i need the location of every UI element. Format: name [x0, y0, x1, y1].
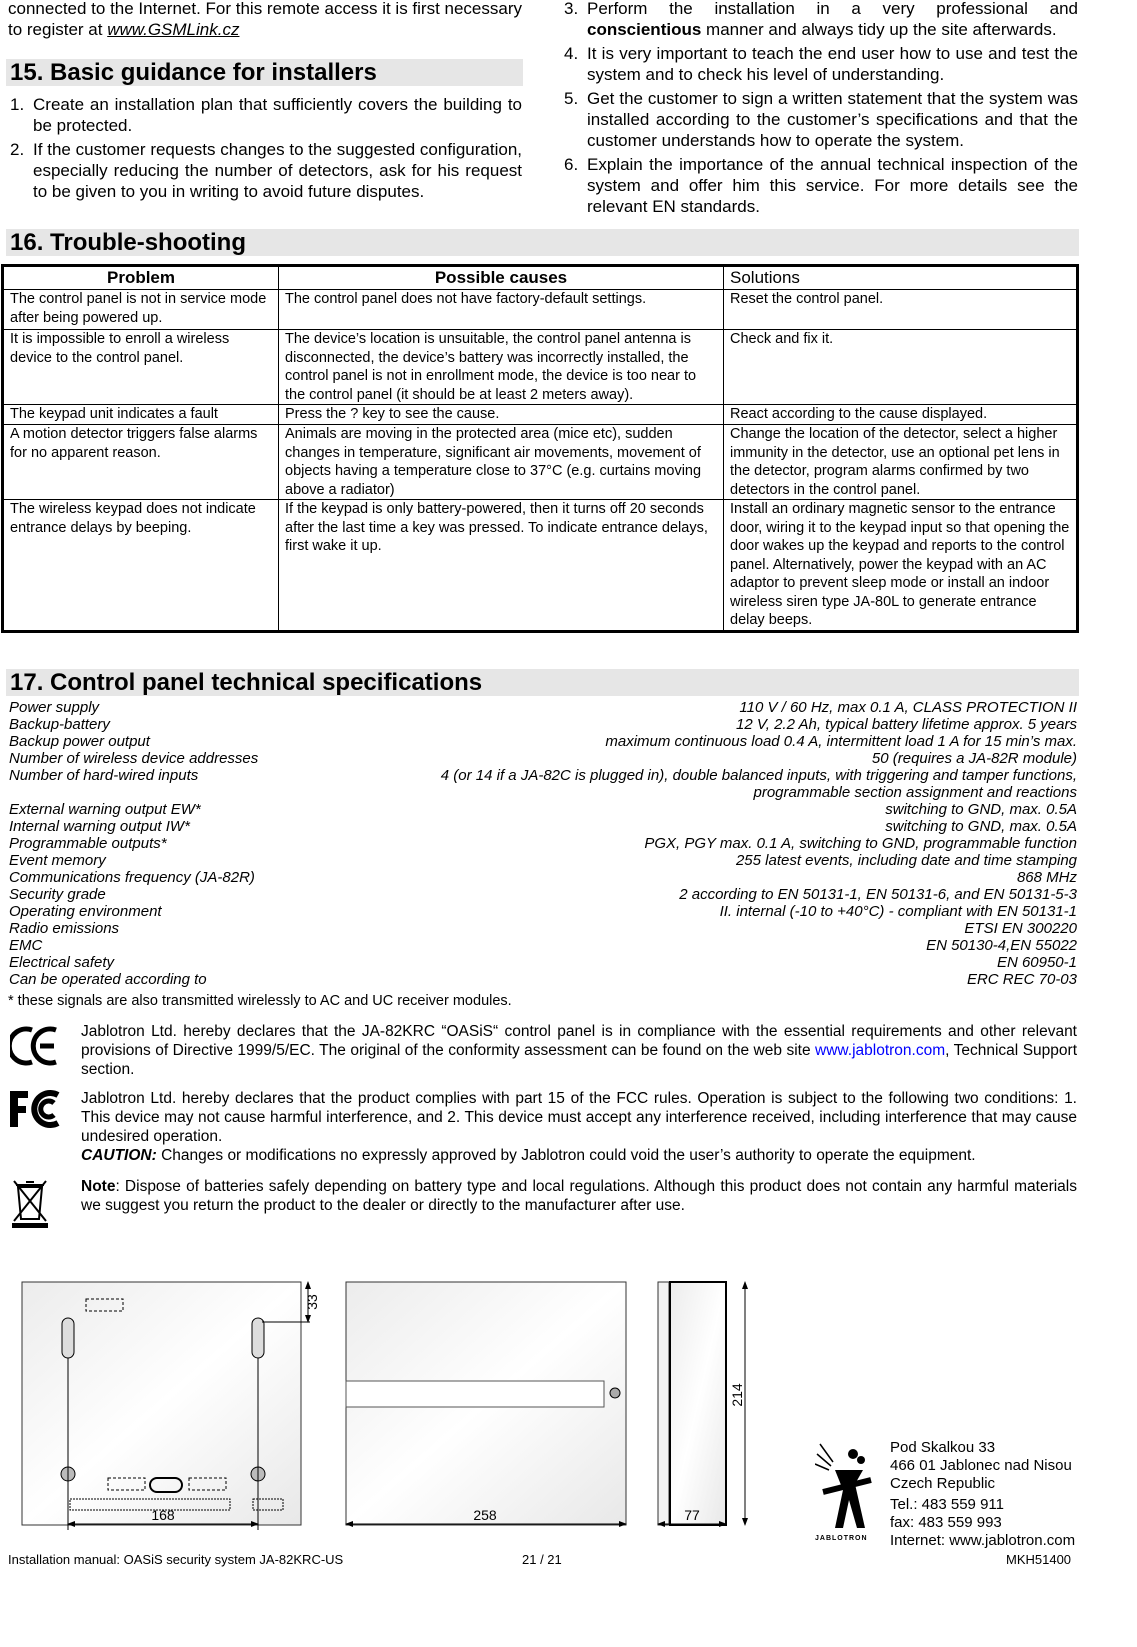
header-causes: Possible causes	[279, 266, 724, 290]
spec-label: Internal warning output IW*	[9, 817, 190, 835]
cell-solution: React according to the cause displayed.	[724, 405, 1078, 425]
left-column	[6, 0, 522, 220]
ce-text-end: , Technical Support section.	[81, 1041, 1078, 1078]
spec-label: Number of wireless device addresses	[9, 749, 259, 767]
table-row	[3, 290, 1078, 330]
fcc-text: Jablotron Ltd. hereby declares that the product complies with part 15 of the FCC rules. Operation is subject to the following two conditions: 1. This device may not cause harmful interference, and 2. This device must accept any interference received, including interference that may cause undesired operation.	[81, 1089, 1077, 1145]
dimension-drawings	[0, 1270, 780, 1535]
item-text	[587, 154, 1078, 217]
spec-value: maximum continuous load 0.4 A, intermittent load 1 A for 15 min’s max.	[605, 732, 1077, 750]
spec-value: switching to GND, max. 0.5A	[885, 817, 1077, 835]
cell-cause: Animals are moving in the protected area (mice etc), sudden changes in temperature, significant air movements, movement of objects having a temperature close to 37°C (e.g. curtains moving above a radiator)	[279, 425, 724, 500]
item-text-start: Perform the installation in a very professional and	[587, 0, 1078, 18]
spec-row	[9, 920, 1077, 937]
item-text-end: manner and always tidy up the site afterwards.	[701, 20, 1057, 39]
spec-row	[9, 716, 1077, 733]
item-text	[587, 43, 1078, 85]
item-number: 1.	[10, 95, 25, 114]
footer-page-number: 21 / 21	[522, 1552, 562, 1567]
disposal-note	[81, 1177, 1077, 1234]
installer-guidance-list-right	[560, 0, 1078, 217]
spec-value: 2 according to EN 50131-1, EN 50131-6, and EN 50131-5-3	[679, 885, 1077, 903]
cell-cause: The control panel does not have factory-default settings.	[279, 290, 724, 330]
table-row	[3, 405, 1078, 425]
spec-row	[9, 767, 1077, 801]
spec-row	[9, 801, 1077, 818]
section-15-heading: 15. Basic guidance for installers	[6, 59, 523, 86]
fcc-block	[0, 1089, 1077, 1165]
dim-168: 168	[151, 1507, 175, 1523]
spec-label: Can be operated according to	[9, 970, 207, 988]
list-item	[560, 43, 1078, 85]
company-tel: Tel.: 483 559 911	[890, 1496, 1004, 1513]
spec-row	[9, 937, 1077, 954]
dim-214: 214	[729, 1383, 745, 1407]
spec-label: Power supply	[9, 698, 100, 716]
item-text-start: Get the customer to sign a written statement that the system was installed according to the customer’s specifications and that the customer understands how to operate the system.	[587, 89, 1078, 150]
spec-label: Programmable outputs*	[9, 834, 167, 852]
spec-label: EMC	[9, 936, 43, 954]
address-country: Czech Republic	[890, 1475, 996, 1492]
spec-value: ETSI EN 300220	[964, 919, 1077, 937]
item-text: Create an installation plan that sufficiently covers the building to be protected.	[33, 95, 522, 135]
list-item	[560, 0, 1078, 40]
footer-title: Installation manual: OASiS security system JA-82KRC-US	[8, 1552, 344, 1567]
list-item	[560, 88, 1078, 151]
header-problem: Problem	[3, 266, 279, 290]
table-row	[3, 500, 1078, 632]
spec-value: PGX, PGY max. 0.1 A, switching to GND, programmable function	[644, 834, 1077, 852]
cell-solution: Reset the control panel.	[724, 290, 1078, 330]
cell-problem: It is impossible to enroll a wireless device to the control panel.	[3, 330, 279, 405]
caution-text: Changes or modifications no expressly approved by Jablotron could void the user’s authority to operate the equipment.	[156, 1146, 976, 1164]
spec-value: ERC REC 70-03	[966, 970, 1077, 988]
spec-row	[9, 818, 1077, 835]
dim-77: 77	[684, 1507, 700, 1523]
cell-cause: If the keypad is only battery-powered, then it turns off 20 seconds after the last time a key was pressed. To indicate entrance delays, first wake it up.	[279, 500, 724, 632]
item-text: If the customer requests changes to the suggested configuration, especially reducing the number of detectors, ask for his request to be given to you in writing to avoid future disputes.	[33, 140, 522, 201]
ce-declaration	[81, 1022, 1077, 1079]
note-label: Note	[81, 1177, 116, 1195]
spec-label: Communications frequency (JA-82R)	[9, 868, 255, 886]
section-17-heading: 17. Control panel technical specifications	[6, 669, 1079, 696]
disposal-block	[0, 1177, 1077, 1234]
intro-text: connected to the Internet. For this remote access it is first necessary to register at	[8, 0, 523, 39]
spec-value: switching to GND, max. 0.5A	[885, 800, 1077, 818]
weee-bin-icon	[8, 1177, 81, 1234]
spec-value: 50 (requires a JA-82R module)	[871, 749, 1077, 767]
item-number: 3.	[564, 0, 579, 18]
company-fax: fax: 483 559 993	[890, 1514, 1002, 1531]
item-text	[587, 0, 1078, 40]
footer-doc-code: MKH51400	[1006, 1552, 1072, 1567]
cell-solution: Change the location of the detector, select a higher immunity in the detector, use an optional pet lens in the detector, program alarms confirmed by two detectors in the control panel.	[724, 425, 1078, 500]
spec-label: Radio emissions	[9, 919, 120, 937]
company-web: Internet: www.jablotron.com	[890, 1532, 1076, 1549]
spec-value: 868 MHz	[1016, 868, 1077, 886]
jablotron-logo	[815, 1440, 880, 1540]
spec-label: Backup power output	[9, 732, 150, 750]
cell-problem: The control panel is not in service mode after being powered up.	[3, 290, 279, 330]
item-text-start: Explain the importance of the annual technical inspection of the system and offer him this service. For more details see the relevant EN standards.	[587, 155, 1078, 216]
spec-value: EN 50130-4,EN 55022	[926, 936, 1077, 954]
footnote: * these signals are also transmitted wirelessly to AC and UC receiver modules.	[8, 992, 512, 1009]
installer-guidance-list-left	[6, 94, 522, 202]
spec-label: External warning output EW*	[9, 800, 201, 818]
cell-problem: The wireless keypad does not indicate entrance delays by beeping.	[3, 500, 279, 632]
spec-row	[9, 903, 1077, 920]
spec-label: Backup-battery	[9, 715, 110, 733]
troubleshooting-table	[1, 264, 1079, 633]
spec-row	[9, 699, 1077, 716]
item-number: 4.	[564, 44, 579, 63]
list-item	[6, 94, 522, 136]
dim-258: 258	[473, 1507, 497, 1523]
ce-block	[0, 1022, 1077, 1079]
cell-problem: The keypad unit indicates a fault	[3, 405, 279, 425]
fcc-declaration	[81, 1089, 1077, 1165]
table-row	[3, 425, 1078, 500]
spec-value: 110 V / 60 Hz, max 0.1 A, CLASS PROTECTION II	[739, 698, 1077, 716]
spec-label: Operating environment	[9, 902, 162, 920]
spec-row	[9, 869, 1077, 886]
spec-value: II. internal (-10 to +40°C) - compliant with EN 50131-1	[719, 902, 1077, 920]
spec-row	[9, 971, 1077, 988]
spec-value: 4 (or 14 if a JA-82C is plugged in), double balanced inputs, with triggering and tamper functions, programmable section assignment and reactions	[440, 766, 1077, 801]
ce-text: Jablotron Ltd. hereby declares that the JA-82KRC “OASiS“ control panel is in compliance with the essential requirements and other relevant provisions of Directive 1999/5/EC. The original of the conformity assessment can be found on the web site	[81, 1022, 1077, 1059]
spec-label: Event memory	[9, 851, 106, 869]
list-item	[560, 154, 1078, 217]
side-view-drawing	[658, 1282, 745, 1525]
table-row	[3, 330, 1078, 405]
item-number: 5.	[564, 89, 579, 108]
section-16-heading: 16. Trouble-shooting	[6, 229, 1079, 256]
fcc-mark-icon	[8, 1089, 81, 1165]
ce-mark-icon	[8, 1022, 81, 1079]
spec-value: EN 60950-1	[996, 953, 1077, 971]
spec-label: Number of hard-wired inputs	[9, 766, 199, 784]
company-address	[890, 1439, 1137, 1550]
right-column	[564, 0, 1078, 220]
item-number: 6.	[564, 155, 579, 174]
spec-row	[9, 750, 1077, 767]
item-text-start: It is very important to teach the end user how to use and test the system and to check his level of understanding.	[587, 44, 1078, 84]
spec-value: 255 latest events, including date and time stamping	[735, 851, 1077, 869]
note-text: : Dispose of batteries safely depending on battery type and local regulations. Although this product does not contain any harmful materials we suggest you return the product to the dealer or directly to the manufacturer after use.	[81, 1177, 1077, 1214]
item-text-bold: conscientious	[587, 20, 702, 39]
address-city: 466 01 Jablonec nad Nisou	[890, 1457, 1072, 1474]
intro-paragraph	[6, 0, 522, 40]
table-header-row	[3, 266, 1078, 290]
cell-solution: Check and fix it.	[724, 330, 1078, 405]
spec-row	[9, 835, 1077, 852]
spec-row	[9, 852, 1077, 869]
item-text	[587, 88, 1078, 151]
address-street: Pod Skalkou 33	[890, 1439, 996, 1456]
back-view-drawing	[22, 1282, 320, 1530]
dim-33: 33	[304, 1294, 320, 1310]
spec-label: Security grade	[9, 885, 106, 903]
logo-text: JABLOTRON	[815, 1535, 868, 1542]
spec-row	[9, 733, 1077, 750]
cell-solution: Install an ordinary magnetic sensor to the entrance door, wiring it to the keypad input so that opening the door wakes up the keypad and reports to the control panel. Alternatively, power the keypad with an AC adaptor to prevent sleep mode or install an indoor wireless siren type JA-80L to generate entrance delay beeps.	[724, 500, 1078, 632]
list-item	[6, 139, 522, 202]
jablotron-link[interactable]: www.jablotron.com	[815, 1041, 946, 1059]
top-columns	[0, 0, 1137, 220]
spec-row	[9, 954, 1077, 971]
cell-cause: The device’s location is unsuitable, the control panel antenna is disconnected, the device’s battery was incorrectly installed, the control panel is not in enrollment mode, the device is too near to the control panel (it should be at least 2 meters away).	[279, 330, 724, 405]
spec-row	[9, 886, 1077, 903]
spec-list	[9, 699, 1077, 988]
spec-value: 12 V, 2.2 Ah, typical battery lifetime approx. 5 years	[735, 715, 1077, 733]
header-solutions: Solutions	[724, 266, 1078, 290]
caution-label: CAUTION:	[81, 1146, 157, 1164]
front-view-drawing	[346, 1282, 626, 1525]
item-number: 2.	[10, 140, 25, 159]
cell-cause: Press the ? key to see the cause.	[279, 405, 724, 425]
cell-problem: A motion detector triggers false alarms for no apparent reason.	[3, 425, 279, 500]
spec-label: Electrical safety	[9, 953, 115, 971]
gsmlink-link[interactable]: www.GSMLink.cz	[107, 20, 240, 39]
